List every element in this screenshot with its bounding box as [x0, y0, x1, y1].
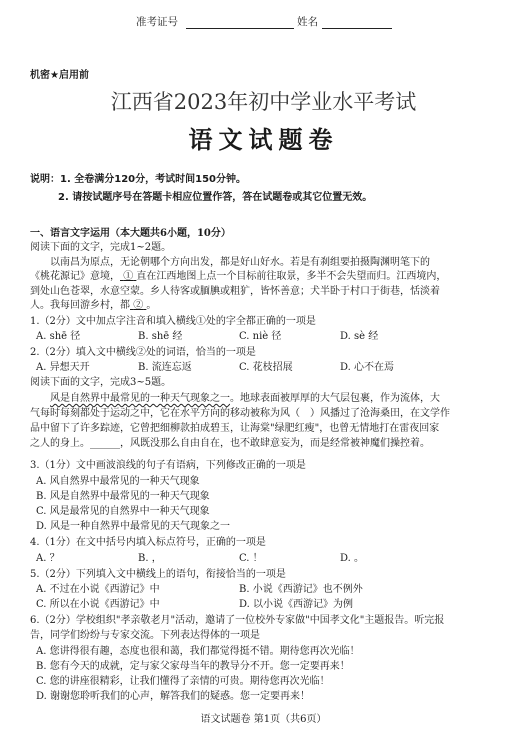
- passage1-line3: 到处山色苍翠，水意空蒙。乡人待客或腼腆或粗犷，皆怀善意；犬半卧于村口于街巷，恬淡着: [30, 286, 440, 297]
- q6-stem-line2: 告，同学们纷纷与专家交流。下列表达得体的一项是: [30, 630, 260, 641]
- passage1-text: 《桃花源记》意境，: [30, 271, 120, 282]
- q3-stem: 3.（1分）文中画波浪线的句子有语病，下列修改正确的一项是: [30, 460, 306, 471]
- q4-option-d: D. 。: [340, 553, 365, 564]
- notes-line1: 说明：1. 全卷满分120分，考试时间150分钟。: [30, 174, 246, 185]
- passage1-line4: 人。我每回游乡村，都 ② 。: [30, 300, 157, 311]
- passage2-line3: 品中留下了许多踪迹，它曾把细柳款拍成碧玉，让海棠"绿肥红瘦"，也曾无情地打在雷夜回家: [30, 423, 440, 434]
- q6-option-b: B. 您有今天的成就，定与家父家母当年的教导分不开。您一定要再来！: [36, 661, 350, 672]
- passage2-line4: 之人的身上。______，风既没那么自由自在，也不敢肆意妄为，而是经常被神魔们操控着。: [30, 438, 430, 449]
- wavy-underlined-sentence: 风是自然界中最常见的一种天气现象之一: [50, 393, 230, 404]
- q6-option-a: A. 您讲得很有趣，态度也很和蔼，我们都觉得挺不错。期待您再次光临！: [36, 646, 360, 657]
- notes-line2: 2. 请按试题序号在答题卡相应位置作答，答在试题卷或其它位置无效。: [58, 192, 373, 203]
- blank-2: ②: [133, 300, 144, 311]
- q4-option-b: B. ，: [138, 553, 162, 564]
- q2-stem: 2.（2分）填入文中横线②处的词语，恰当的一项是: [30, 347, 256, 358]
- q3-option-a: A. 风自然界中最常见的一种天气现象: [36, 476, 200, 487]
- q5-option-a: A. 不过在小说《西游记》中: [36, 584, 160, 595]
- name-blank: [322, 28, 392, 29]
- q4-option-c: C. ！: [239, 553, 263, 564]
- secret-label: 机密★启用前: [30, 70, 89, 81]
- q1-option-a: A. shē 径: [36, 331, 81, 342]
- q3-option-b: B. 风是自然界中最常见的一种天气现象: [36, 491, 210, 502]
- q6-option-c: C. 您的讲座很精彩，让我们懂得了亲情的可贵。期待您再次光临！: [36, 676, 330, 687]
- passage1-line2: [30, 267, 446, 282]
- q4-stem: 4.（1分）在文中括号内填入标点符号，正确的一项是: [30, 537, 266, 548]
- q1-stem: 1.（2分）文中加点字注音和填入横线①处的字全都正确的一项是: [30, 316, 316, 327]
- exam-subtitle: 语文试题卷: [188, 125, 339, 154]
- q5-stem: 5.（2分）下列填入文中横线上的语句，衔接恰当的一项是: [30, 569, 286, 580]
- q5-option-b: B. 小说《西游记》也不例外: [239, 584, 363, 595]
- blank-1: ①: [123, 271, 134, 282]
- reading-instruction-2: 阅读下面的文字，完成3~5题。: [30, 377, 172, 388]
- q5-option-c: C. 所以在小说《西游记》中: [36, 599, 160, 610]
- passage1-line1: 以南昌为原点，无论朝哪个方向出发，都是好山好水。若是有刹组要拍摄陶渊明笔下的: [50, 257, 430, 268]
- q1-option-b: B. shē 经: [138, 331, 183, 342]
- q1-option-d: D. sè 经: [340, 331, 379, 342]
- q4-option-a: A. ？: [36, 553, 60, 564]
- page-footer: 语文试题卷 第1页（共6页）: [200, 714, 327, 725]
- q5-option-d: D. 以小说《西游记》为例: [239, 599, 354, 610]
- q3-option-c: C. 风是最常见的自然界中一种天气现象: [36, 506, 210, 517]
- passage2-line1: 风是自然界中最常见的一种天气现象之一。地球表面被厚厚的大气层包裹，作为流体，大: [30, 389, 440, 404]
- passage1-text: 直在江西地图上点一个目标前往取景，多半不会失望而归。江西境内，: [136, 271, 447, 282]
- section-heading: 一、语言文字运用（本大题共6小题，10分）: [30, 228, 231, 239]
- passage2-line2: 气每时每刻都处于运动之中，它在水平方向的移动被称为风（ ）风播过了沧海桑田，在文学作: [30, 408, 450, 419]
- q6-stem-line1: 6.（2分）学校组织"孝亲敬老月"活动，邀请了一位校外专家做"中国孝文化"主题报告。听完报: [30, 615, 445, 626]
- q2-option-b: B. 流连忘返: [138, 362, 192, 373]
- exam-id-label: 准考证号: [136, 16, 178, 28]
- exam-title: 江西省2023年初中学业水平考试: [110, 90, 417, 114]
- q3-option-d: D. 风是一种自然界中最常见的天气现象之一: [36, 521, 231, 532]
- q2-option-d: D. 心不在焉: [340, 362, 395, 373]
- reading-instruction-1: 阅读下面的文字，完成1~2题。: [30, 242, 172, 253]
- exam-id-blank: [186, 28, 294, 29]
- q2-option-c: C. 花枝招展: [239, 362, 293, 373]
- blank-3: ______: [90, 438, 120, 449]
- q6-option-d: D. 谢谢您聆听我们的心声，解答我们的疑惑。您一定要再来！: [36, 691, 311, 702]
- name-label: 姓名: [297, 16, 318, 28]
- q1-option-c: C. niè 径: [239, 331, 282, 342]
- q2-option-a: A. 异想天开: [36, 362, 90, 373]
